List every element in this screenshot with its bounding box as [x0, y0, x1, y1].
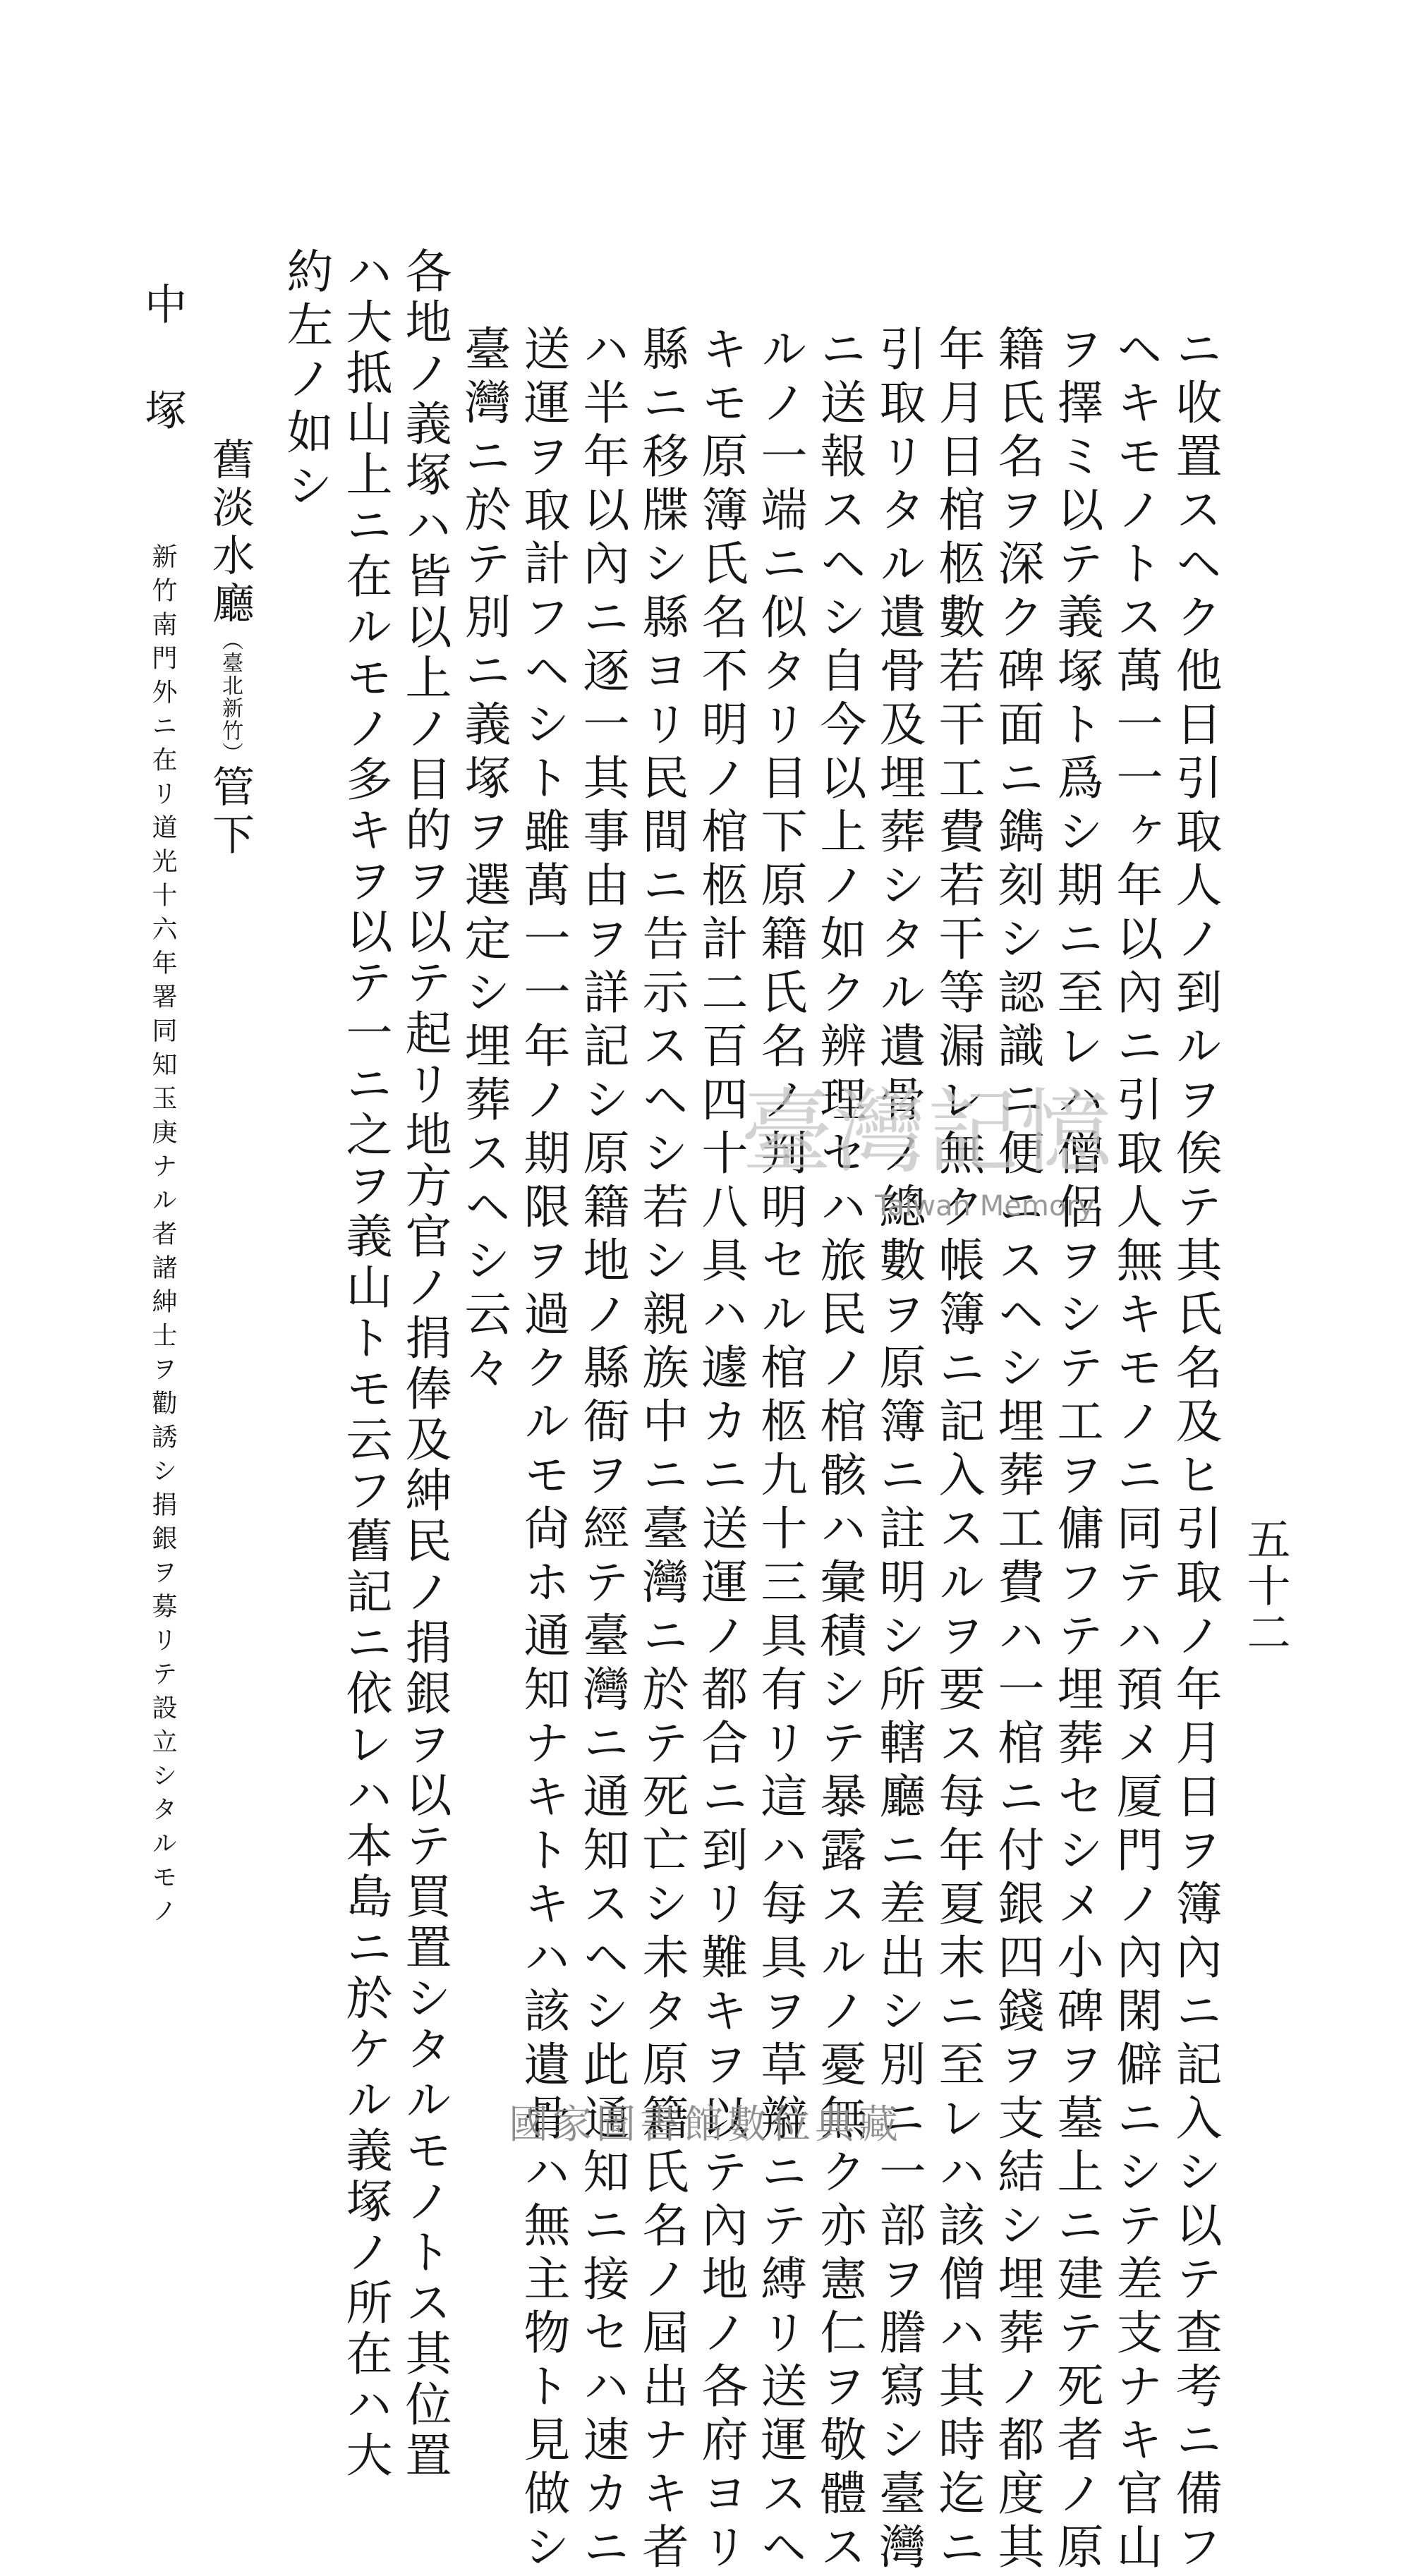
entry-title: 中塚	[138, 282, 187, 494]
section-suffix: 管下	[205, 765, 255, 861]
section-title: 舊淡水廳	[205, 437, 255, 629]
section-note-top: 臺北	[218, 652, 243, 697]
body-column-6: 引取リタル遺骨及埋葬シタル遺骨ノ總數ヲ原簿ニ註明シ所轄廳ニ差出シ別ニ一部ヲ謄寫シ臺灣	[871, 324, 926, 2576]
body-column-14: 各地ノ義塚ハ皆以上ノ目的ヲ以テ起リ地方官ノ捐俸及紳民ノ捐銀ヲ以テ買置シタルモノトス其位置	[397, 247, 452, 2481]
body-column-12: 送運ヲ取計フヘシト雖萬一一年ノ期限ヲ過クルモ尙ホ通知ナキトキハ該遺骨ハ無主物ト見做シ	[516, 324, 570, 2576]
section-heading	[205, 437, 255, 861]
body-column-7: ニ送報スヘシ自今以上ノ如ク辨理セハ旅民ノ棺骸ハ彙積シテ暴露スルノ憂無ク亦憲仁ヲ敬體ス	[812, 324, 866, 2576]
entry-note: 新竹南門外ニ在リ道光十六年署同知玉庚ナル者諸紳士ヲ勸誘シ捐銀ヲ募リテ設立シタルモノ	[148, 543, 177, 1931]
watermark-main: 臺灣記憶	[741, 1079, 1114, 1186]
section-note: （臺北新竹）	[218, 629, 243, 765]
footer-archive-label: 國家圖書館數位典藏	[509, 2102, 902, 2148]
watermark-sub: Taiwan Memory	[875, 1190, 1095, 1222]
body-column-11: ハ半年以內ニ逐一其事由ヲ詳記シ原籍地ノ縣衙ヲ經テ臺灣ニ通知スヘシ此通知ニ接セハ速カニ	[575, 324, 629, 2576]
body-column-16: 約左ノ如シ	[279, 247, 333, 515]
body-column-2: ヘキモノトス萬一一ヶ年以內ニ引取人無キモノニ同テハ預メ厦門ノ內閑僻ニシテ差支ナキ官山	[1108, 324, 1163, 2576]
body-column-1: ニ收置スヘク他日引取人ノ到ルヲ俟テ其氏名及ヒ引取ノ年月日ヲ簿內ニ記入シ以テ查考ニ備フ	[1168, 324, 1222, 2576]
body-column-5: 年月日棺柩數若干工費若干等漏レ無ク帳簿ニ記入スルヲ要ス每年夏末ニ至レハ該僧ハ其時迄ニ	[931, 324, 985, 2576]
body-column-13: 臺灣ニ於テ別ニ義塚ヲ選定シ埋葬スヘシ云々	[456, 324, 511, 1397]
section-note-bottom: 新竹	[218, 697, 243, 742]
body-column-10: 縣ニ移牒シ縣ヨリ民間ニ告示スヘシ若シ親族中ニ臺灣ニ於テ死亡シ未タ原籍氏名ノ屆出ナキ者	[634, 324, 689, 2576]
body-column-8: ルノ一端ニ似タリ目下原籍氏名ノ判明セル棺柩九十三具有リ這ハ每具ヲ草辮ニテ縛リ送運スヘ	[753, 324, 807, 2576]
body-column-9: キモ原簿氏名不明ノ棺柩計二百四十八具ハ遽カニ送運ノ都合ニ到リ難キヲ以テ內地ノ各府ヨリ	[694, 324, 748, 2576]
page-number: 五十二	[1240, 1517, 1291, 1656]
body-column-3: ヲ擇ミ以テ義塚ト爲シ期ニ至レハ僧侶ヲシテ工ヲ傭フテ埋葬セシメ小碑ヲ墓上ニ建テ死者ノ原	[1049, 324, 1103, 2576]
body-column-15: ハ大抵山上ニ在ルモノ多キヲ以テ一ニ之ヲ義山トモ云フ舊記ニ依レハ本島ニ於ケル義塚ノ所在ハ大	[338, 247, 392, 2481]
body-column-4: 籍氏名ヲ深ク碑面ニ鐫刻シ認識ニ便ニスヘシ埋葬工費ハ一棺ニ付銀四錢ヲ支結シ埋葬ノ都度其	[990, 324, 1044, 2576]
